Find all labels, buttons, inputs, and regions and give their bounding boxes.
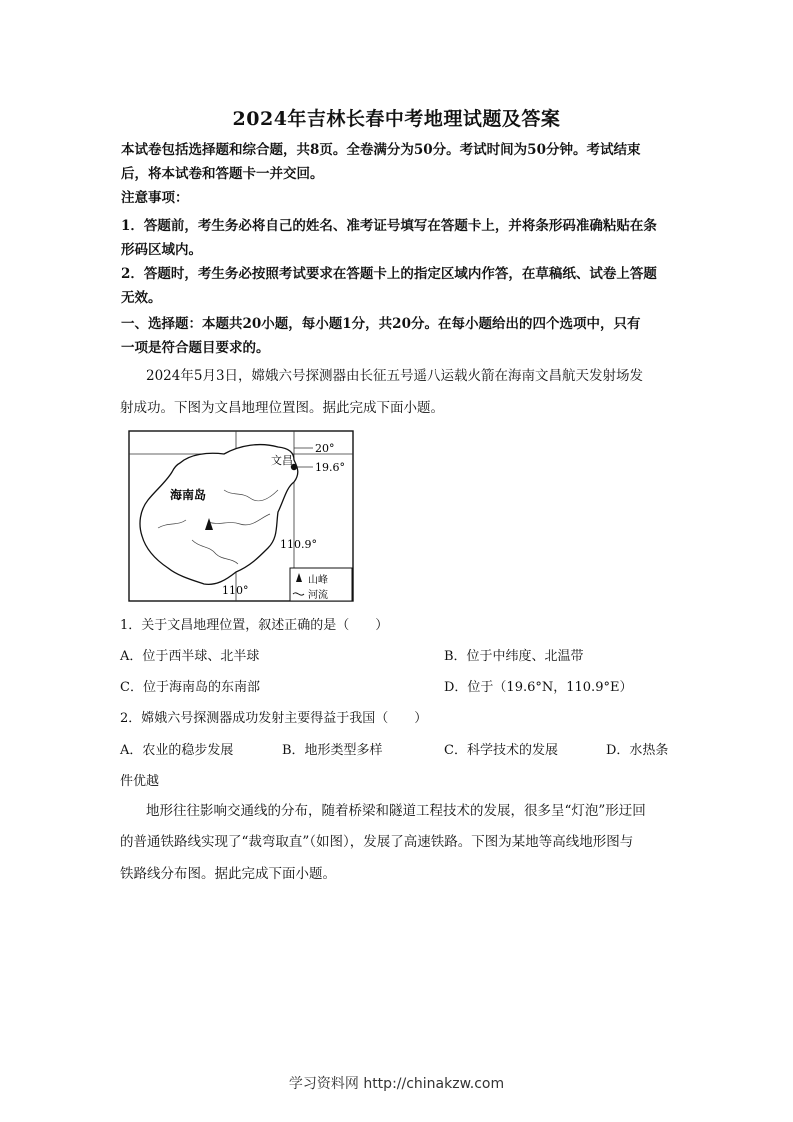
intro-line-2: 后，将本试卷和答题卡一并交回。 — [121, 166, 324, 182]
notice-item-1b: 形码区域内。 — [121, 242, 202, 258]
longitude-110-9-label: 110.9° — [280, 538, 317, 551]
city-label: 文昌 — [271, 454, 293, 467]
passage2-line-2: 的普通铁路线实现了“裁弯取直”（如图），发展了高速铁路。下图为某地等高线地形图与 — [120, 834, 634, 850]
passage2-line-3: 铁路线分布图。据此完成下面小题。 — [120, 866, 336, 882]
q1-option-c: C．位于海南岛的东南部 — [120, 680, 260, 695]
legend-river-label: 河流 — [308, 590, 328, 601]
notice-item-2b: 无效。 — [121, 290, 162, 306]
q1-option-d: D．位于（19.6°N，110.9°E） — [444, 680, 633, 695]
island-label: 海南岛 — [170, 488, 207, 502]
passage1-line-2: 射成功。下图为文昌地理位置图。据此完成下面小题。 — [120, 400, 444, 416]
section-heading-line-1: 一、选择题：本题共20小题，每小题1分，共20分。在每小题给出的四个选项中，只有 — [121, 316, 641, 332]
longitude-110-label: 110° — [222, 584, 249, 597]
q1-stem: 1．关于文昌地理位置，叙述正确的是（ ） — [120, 618, 389, 633]
footer-watermark: 学习资料网 http://chinakzw.com — [288, 1076, 505, 1092]
q2-option-c: C．科学技术的发展 — [444, 743, 558, 758]
notice-item-1a: 1．答题前，考生务必将自己的姓名、准考证号填写在答题卡上，并将条形码准确粘贴在条 — [121, 218, 657, 234]
latitude-20-label: 20° — [315, 442, 335, 455]
notice-heading: 注意事项： — [121, 190, 189, 206]
q2-option-b: B．地形类型多样 — [282, 743, 383, 758]
page-title: 2024年吉林长春中考地理试题及答案 — [232, 108, 561, 130]
intro-line-1: 本试卷包括选择题和综合题，共8页。全卷满分为50分。考试时间为50分钟。考试结束 — [121, 142, 641, 158]
passage1-line-1: 2024年5月3日，嫦娥六号探测器由长征五号遥八运载火箭在海南文昌航天发射场发 — [146, 368, 644, 384]
latitude-19-6-label: 19.6° — [315, 461, 345, 474]
q1-option-a: A．位于西半球、北半球 — [120, 649, 260, 664]
wenchang-location-map — [128, 430, 354, 602]
q2-option-a: A．农业的稳步发展 — [120, 743, 234, 758]
q2-option-d: D．水热条 — [606, 743, 669, 758]
passage2-line-1: 地形往往影响交通线的分布，随着桥梁和隧道工程技术的发展，很多呈“灯泡”形迂回 — [146, 803, 646, 819]
q2-option-d-continued: 件优越 — [120, 774, 160, 789]
q1-option-b: B．位于中纬度、北温带 — [444, 649, 584, 664]
legend-peak-label: 山峰 — [308, 575, 328, 586]
section-heading-line-2: 一项是符合题目要求的。 — [121, 340, 270, 356]
notice-item-2a: 2．答题时，考生务必按照考试要求在答题卡上的指定区域内作答，在草稿纸、试卷上答题 — [121, 266, 657, 282]
q2-stem: 2．嫦娥六号探测器成功发射主要得益于我国（ ） — [120, 711, 428, 726]
